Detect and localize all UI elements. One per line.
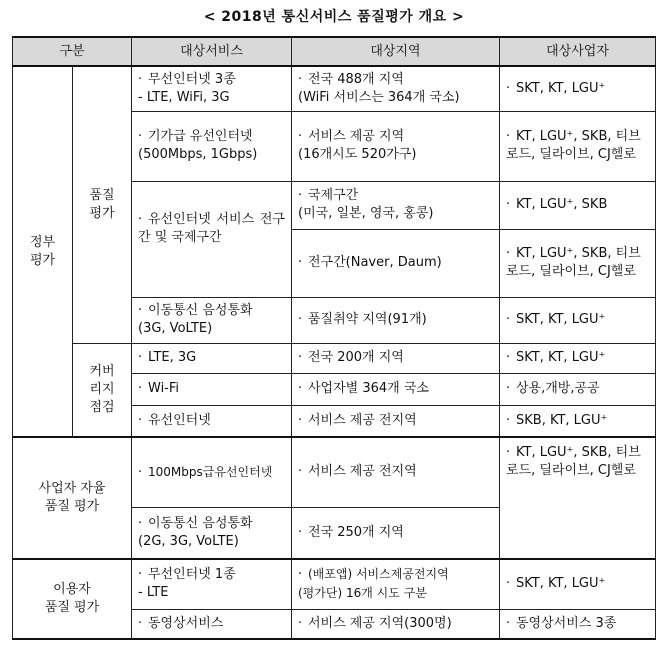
cell-provider: 동영상서비스 3종: [516, 615, 617, 631]
cell-region: 서비스 제공 지역(300명): [308, 615, 452, 631]
group-gov: 정부 평가: [13, 66, 73, 437]
cell-provider: SKB, KT, LGU⁺: [516, 412, 608, 428]
cell-service: 100Mbps급유선인터넷: [148, 464, 273, 479]
cell-region: (배포앱) 서비스제공전지역 (평가단) 16개 시도 구분: [298, 567, 449, 601]
cell-provider: SKT, KT, LGU⁺: [516, 312, 606, 327]
cell-provider: SKT, KT, LGU⁺: [516, 80, 606, 96]
cell-service: 이동통신 음성통화 (3G, VoLTE): [138, 303, 253, 336]
header-region: 대상지역: [292, 37, 500, 66]
cell-region: 전국 250개 지역: [308, 524, 404, 540]
cell-provider: KT, LGU⁺, SKB, 티브로드, 딜라이브, CJ헬로: [506, 129, 641, 162]
cell-region: 전구간(Naver, Daum): [308, 255, 442, 270]
group-self: 사업자 자율 품질 평가: [13, 437, 132, 559]
cell-provider: KT, LGU⁺, SKB, 티브로드, 딜라이브, CJ헬로: [506, 445, 641, 478]
cell-service: 동영상서비스: [148, 615, 224, 631]
table-row: 이용자 품질 평가 · 무선인터넷 1종 - LTE · (배포앱) 서비스제공전지역 (평가단) 16개 시도 구분 · SKT, KT, LGU⁺: [13, 559, 656, 609]
table-row: · 유선인터넷 서비스 전구간 및 국제구간 · 국제구간 (미국, 일본, 영국, 홍콩) · KT, LGU⁺, SKB: [13, 181, 656, 229]
cell-service: 유선인터넷: [148, 412, 211, 428]
cell-region: 서비스 제공 전지역: [308, 412, 417, 428]
cell-region: 국제구간 (미국, 일본, 영국, 홍콩): [298, 188, 434, 221]
table-row: · 이동통신 음성통화 (3G, VoLTE) · 품질취약 지역(91개) · SKT, KT, LGU⁺: [13, 297, 656, 343]
cell-provider: SKT, KT, LGU⁺: [516, 350, 606, 365]
cell-provider: KT, LGU⁺, SKB: [516, 197, 608, 212]
cell-service: 무선인터넷 3종 - LTE, WiFi, 3G: [138, 71, 236, 105]
group-quality: 품질 평가: [73, 66, 132, 343]
cell-service: 유선인터넷 서비스 전구간 및 국제구간: [138, 212, 285, 245]
table-row: 사업자 자율 품질 평가 · 100Mbps급유선인터넷 · 서비스 제공 전지역 · KT, LGU⁺, SKB, 티브로드, 딜라이브, CJ헬로: [13, 437, 656, 507]
page-title: < 2018년 통신서비스 품질평가 개요 >: [203, 9, 465, 25]
cell-service: 이동통신 음성통화 (2G, 3G, VoLTE): [138, 515, 253, 549]
cell-provider: SKT, KT, LGU⁺: [516, 576, 606, 592]
table-row: · 유선인터넷 · 서비스 제공 전지역 · SKB, KT, LGU⁺: [13, 405, 656, 437]
table-row: 커버 리지 점검 · LTE, 3G · 전국 200개 지역 · SKT, KT, LGU⁺: [13, 343, 656, 373]
table-row: · 이동통신 음성통화 (2G, 3G, VoLTE) · 전국 250개 지역: [13, 507, 656, 559]
header-category: 구분: [13, 37, 132, 66]
cell-region: 서비스 제공 전지역: [308, 464, 417, 480]
cell-service: 무선인터넷 1종 - LTE: [138, 567, 236, 601]
group-user: 이용자 품질 평가: [13, 559, 132, 639]
table-row: · 동영상서비스 · 서비스 제공 지역(300명) · 동영상서비스 3종: [13, 609, 656, 639]
cell-region: 품질취약 지역(91개): [308, 312, 427, 327]
table-row: · Wi-Fi · 사업자별 364개 국소 · 상용,개방,공공: [13, 373, 656, 405]
cell-region: 사업자별 364개 국소: [308, 381, 429, 396]
group-coverage: 커버 리지 점검: [73, 343, 132, 437]
cell-service: Wi-Fi: [148, 381, 180, 396]
cell-provider: 상용,개방,공공: [516, 381, 600, 396]
cell-region: 전국 488개 지역 (WiFi 서비스는 364개 국소): [298, 71, 460, 105]
table-row: 정부 평가 품질 평가 · 무선인터넷 3종 - LTE, WiFi, 3G · 전국 488개 지역 (WiFi 서비스는 364개 국소) · SKT, KT, LGU⁺: [13, 66, 656, 111]
overview-table: [12, 36, 656, 640]
cell-service: 기가급 유선인터넷 (500Mbps, 1Gbps): [138, 129, 258, 162]
table-row: · 전구간(Naver, Daum) · KT, LGU⁺, SKB, 티브로드, 딜라이브, CJ헬로: [13, 229, 656, 297]
cell-provider: KT, LGU⁺, SKB, 티브로드, 딜라이브, CJ헬로: [506, 246, 641, 279]
cell-region: 서비스 제공 지역 (16개시도 520가구): [298, 129, 417, 162]
cell-region: 전국 200개 지역: [308, 350, 404, 365]
header-service: 대상서비스: [132, 37, 292, 66]
header-provider: 대상사업자: [500, 37, 656, 66]
header-row: [13, 37, 656, 66]
cell-service: LTE, 3G: [148, 350, 197, 365]
table-row: · 기가급 유선인터넷 (500Mbps, 1Gbps) · 서비스 제공 지역 (16개시도 520가구) · KT, LGU⁺, SKB, 티브로드, 딜라이브, CJ헬로: [13, 111, 656, 181]
